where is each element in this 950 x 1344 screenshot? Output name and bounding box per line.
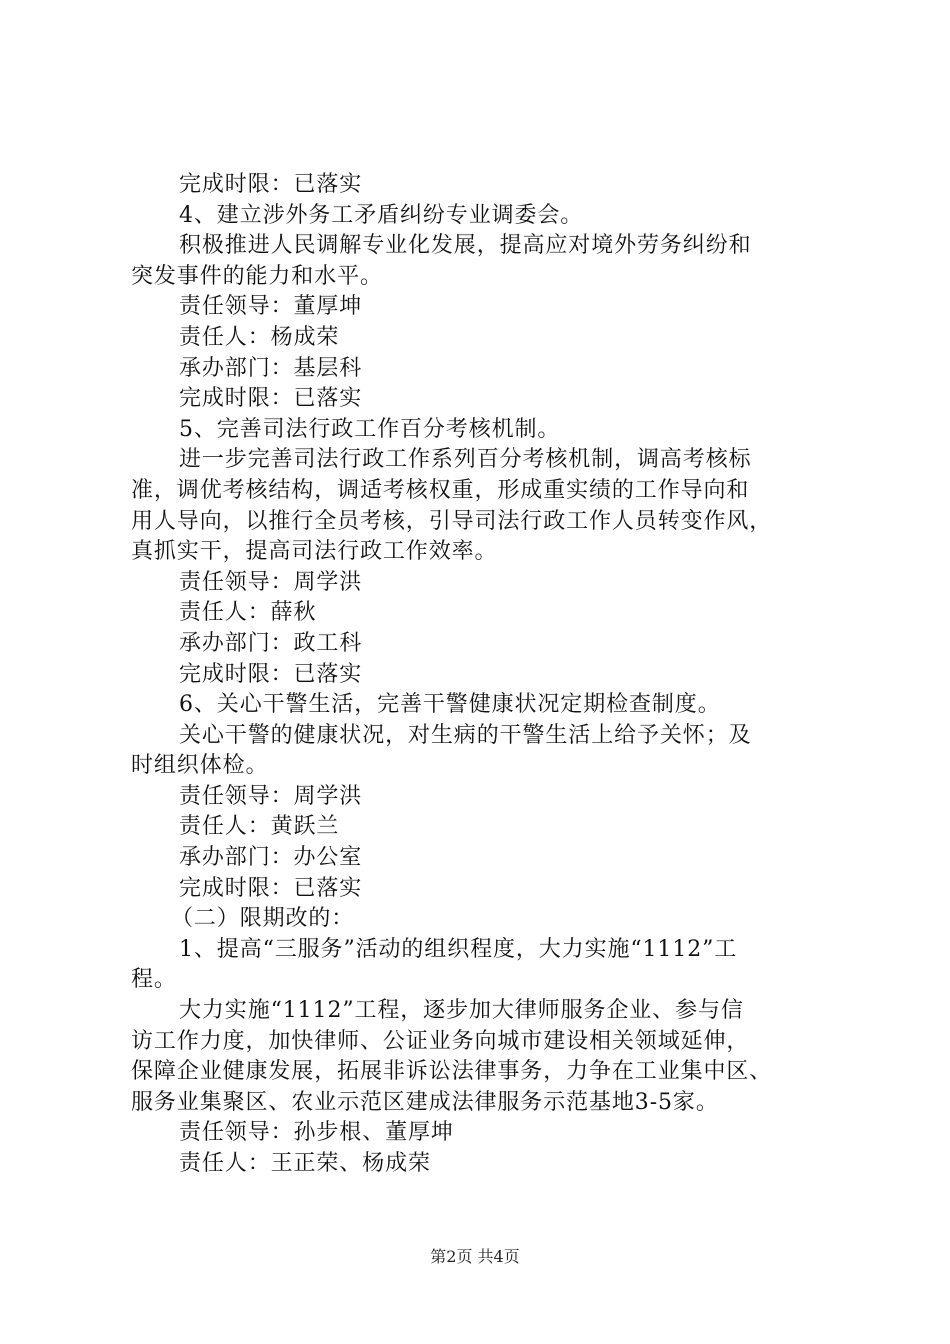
text-line: 完成时限：已落实 — [179, 875, 363, 901]
text-line: 用人导向，以推行全员考核，引导司法行政工作人员转变作风， — [131, 508, 773, 534]
text-line: 大力实施“1112”工程，逐步加大律师服务企业、参与信 — [179, 998, 744, 1024]
text-line: 承办部门：基层科 — [179, 355, 363, 381]
text-line: 完成时限：已落实 — [179, 386, 363, 412]
text-line: 5、完善司法行政工作百分考核机制。 — [179, 416, 561, 442]
text-line: 责任人：薛秋 — [179, 600, 317, 626]
text-line: 准，调优考核结构，调适考核权重，形成重实绩的工作导向和 — [131, 477, 750, 503]
text-line: 责任领导：董厚坤 — [179, 294, 363, 320]
text-line: 责任领导：孙步根、董厚坤 — [179, 1120, 454, 1146]
text-line: 责任人：黄跃兰 — [179, 814, 340, 840]
text-line: 积极推进人民调解专业化发展，提高应对境外劳务纠纷和 — [179, 233, 752, 259]
text-line: 完成时限：已落实 — [179, 661, 363, 687]
text-line: 时组织体检。 — [131, 753, 269, 779]
text-line: 6、关心干警生活，完善干警健康状况定期检查制度。 — [179, 692, 721, 718]
text-line: 突发事件的能力和水平。 — [131, 263, 383, 289]
text-line: 保障企业健康发展，拓展非诉讼法律事务，力争在工业集中区、 — [131, 1059, 773, 1085]
text-line: 承办部门：办公室 — [179, 845, 363, 871]
text-line: 责任领导：周学洪 — [179, 783, 363, 809]
text-line: 1、提高“三服务”活动的组织程度，大力实施“1112”工 — [179, 936, 738, 962]
text-line: 责任人：王正荣、杨成荣 — [179, 1151, 431, 1176]
text-line: 程。 — [131, 967, 177, 993]
text-line: 关心干警的健康状况，对生病的干警生活上给予关怀；及 — [179, 722, 752, 748]
page-footer — [0, 1244, 950, 1267]
page-number: 第2页 共4页 — [430, 1247, 520, 1266]
text-line: 责任人：杨成荣 — [179, 324, 340, 350]
text-line: 访工作力度，加快律师、公证业务向城市建设相关领域延伸， — [131, 1028, 750, 1054]
text-line: 完成时限：已落实 — [179, 172, 363, 197]
text-line: 4、建立涉外务工矛盾纠纷专业调委会。 — [179, 202, 584, 228]
text-line: 真抓实干，提高司法行政工作效率。 — [131, 539, 498, 565]
document-body — [131, 170, 841, 1180]
text-line: （二）限期改的： — [171, 906, 355, 932]
text-line: 进一步完善司法行政工作系列百分考核机制，调高考核标 — [179, 447, 752, 473]
text-line: 服务业集聚区、农业示范区建成法律服务示范基地3-5家。 — [131, 1089, 719, 1115]
text-line: 责任领导：周学洪 — [179, 569, 363, 595]
text-line: 承办部门：政工科 — [179, 630, 363, 656]
